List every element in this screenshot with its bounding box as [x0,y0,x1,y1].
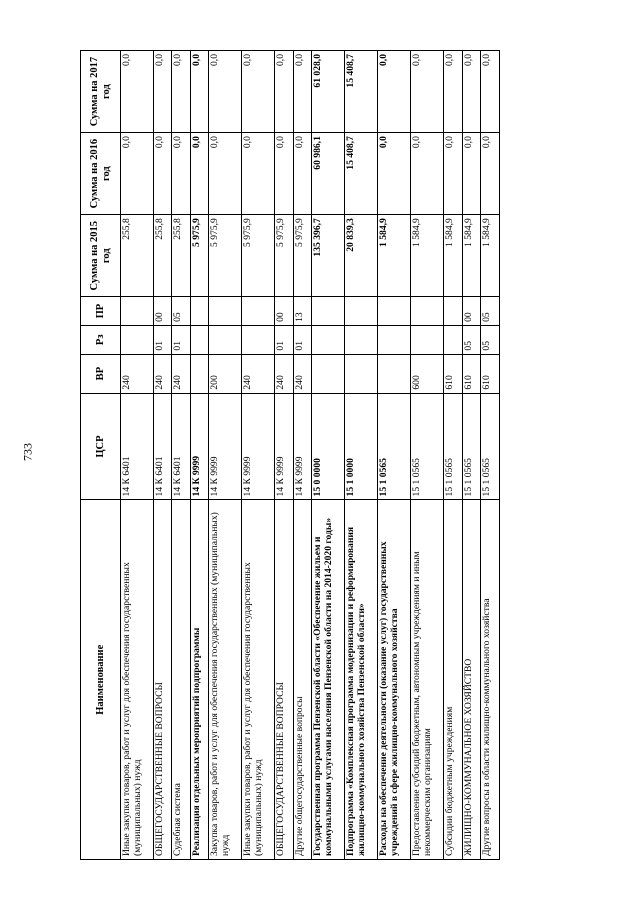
cell-pr [345,297,378,326]
cell-sum-2015: 1 584,9 [411,215,444,297]
cell-sum-2016: 0,0 [153,133,172,215]
table-row [121,51,154,860]
cell-vr: 240 [153,354,172,393]
cell-vr [345,354,378,393]
cell-sum-2016: 0,0 [411,133,444,215]
cell-sum-2017: 0,0 [242,51,275,133]
table-row [275,51,294,860]
cell-pr [209,297,242,326]
cell-vr: 240 [293,354,312,393]
budget-table-container [80,50,500,860]
cell-pr: 05 [172,297,191,326]
cell-name: Закупка товаров, работ и услуг для обеспечения государственных (муниципальных) нужд [209,500,242,860]
cell-vr: 240 [242,354,275,393]
cell-name: Предоставление субсидий бюджетным, автономным учреждениям и иным некоммерческим организациям [411,500,444,860]
cell-rz [345,325,378,354]
cell-sum-2016: 0,0 [209,133,242,215]
cell-sum-2015: 1 584,9 [378,215,411,297]
cell-rz: 05 [462,325,481,354]
cell-csr: 15 0 0000 [312,393,345,500]
cell-vr: 240 [275,354,294,393]
cell-pr: 00 [153,297,172,326]
table-row [312,51,345,860]
cell-sum-2015: 255,8 [153,215,172,297]
cell-rz: 01 [293,325,312,354]
table-header-row [81,51,121,860]
cell-sum-2015: 5 975,9 [190,215,209,297]
table-row [153,51,172,860]
cell-rz [190,325,209,354]
cell-csr: 15 1 0565 [444,393,463,500]
cell-name: Другие вопросы в области жилищно-коммунального хозяйства [481,500,500,860]
cell-sum-2015: 5 975,9 [242,215,275,297]
cell-sum-2017: 61 028,0 [312,51,345,133]
cell-sum-2015: 1 584,9 [481,215,500,297]
cell-name: Расходы на обеспечение деятельности (оказание услуг) государственных учреждений в сфере жилищно-коммунального хозяйства [378,500,411,860]
cell-name: Государственная программа Пензенской области «Обеспечение жильем и коммунальными услугами населения Пензенской области на 2014-2020 годы» [312,500,345,860]
cell-name: Иные закупки товаров, работ и услуг для обеспечения государственных (муниципальных) нужд [121,500,154,860]
cell-rz [444,325,463,354]
cell-sum-2015: 1 584,9 [462,215,481,297]
cell-sum-2015: 5 975,9 [293,215,312,297]
header-sum-2017: Сумма на 2017 год [81,51,121,133]
cell-pr: 00 [462,297,481,326]
cell-csr: 14 К 6401 [172,393,191,500]
cell-pr [411,297,444,326]
table-row [444,51,463,860]
cell-csr: 15 1 0565 [481,393,500,500]
cell-sum-2017: 0,0 [153,51,172,133]
cell-csr: 14 К 9999 [242,393,275,500]
cell-sum-2017: 0,0 [293,51,312,133]
cell-pr [444,297,463,326]
table-row [242,51,275,860]
header-vr: ВР [81,354,121,393]
cell-sum-2016: 15 408,7 [345,133,378,215]
cell-rz [242,325,275,354]
cell-vr: 200 [209,354,242,393]
header-csr: ЦСР [81,393,121,500]
cell-rz [312,325,345,354]
cell-sum-2015: 255,8 [121,215,154,297]
cell-pr [190,297,209,326]
table-row [293,51,312,860]
budget-table [80,50,500,860]
cell-sum-2017: 0,0 [481,51,500,133]
cell-name: Иные закупки товаров, работ и услуг для обеспечения государственных (муниципальных) нужд [242,500,275,860]
cell-sum-2015: 5 975,9 [209,215,242,297]
cell-sum-2017: 0,0 [190,51,209,133]
cell-sum-2016: 0,0 [190,133,209,215]
cell-sum-2017: 0,0 [172,51,191,133]
cell-rz [209,325,242,354]
cell-csr: 14 К 9999 [293,393,312,500]
cell-sum-2015: 135 396,7 [312,215,345,297]
header-name: Наименование [81,500,121,860]
cell-sum-2016: 0,0 [242,133,275,215]
cell-csr: 15 1 0565 [378,393,411,500]
cell-sum-2016: 0,0 [378,133,411,215]
cell-sum-2017: 0,0 [378,51,411,133]
table-row [190,51,209,860]
cell-sum-2015: 255,8 [172,215,191,297]
cell-vr [190,354,209,393]
page-number: 733 [20,443,35,461]
cell-sum-2015: 20 839,3 [345,215,378,297]
cell-name: ОБЩЕГОСУДАРСТВЕННЫЕ ВОПРОСЫ [275,500,294,860]
cell-sum-2016: 0,0 [121,133,154,215]
cell-name: Реализация отдельных мероприятий подпрограммы [190,500,209,860]
cell-name: Субсидии бюджетным учреждениям [444,500,463,860]
table-row [378,51,411,860]
cell-rz: 01 [275,325,294,354]
cell-sum-2017: 0,0 [209,51,242,133]
cell-csr: 14 К 9999 [209,393,242,500]
cell-sum-2017: 15 408,7 [345,51,378,133]
cell-rz: 01 [153,325,172,354]
cell-sum-2016: 0,0 [462,133,481,215]
table-row [345,51,378,860]
cell-pr [121,297,154,326]
cell-csr: 15 1 0565 [462,393,481,500]
table-row [209,51,242,860]
cell-sum-2016: 0,0 [481,133,500,215]
header-sum-2016: Сумма на 2016 год [81,133,121,215]
cell-rz [378,325,411,354]
cell-sum-2016: 0,0 [275,133,294,215]
cell-pr: 13 [293,297,312,326]
cell-pr: 05 [481,297,500,326]
cell-pr [312,297,345,326]
cell-vr: 610 [481,354,500,393]
cell-sum-2015: 1 584,9 [444,215,463,297]
cell-sum-2017: 0,0 [275,51,294,133]
cell-csr: 14 К 9999 [190,393,209,500]
cell-sum-2015: 5 975,9 [275,215,294,297]
cell-sum-2017: 0,0 [121,51,154,133]
cell-csr: 14 К 6401 [153,393,172,500]
cell-rz: 05 [481,325,500,354]
cell-vr: 610 [444,354,463,393]
cell-csr: 15 1 0000 [345,393,378,500]
cell-name: Другие общегосударственные вопросы [293,500,312,860]
cell-pr [242,297,275,326]
cell-rz [121,325,154,354]
cell-pr [378,297,411,326]
cell-vr: 240 [172,354,191,393]
cell-sum-2016: 0,0 [293,133,312,215]
cell-name: ОБЩЕГОСУДАРСТВЕННЫЕ ВОПРОСЫ [153,500,172,860]
cell-rz: 01 [172,325,191,354]
header-sum-2015: Сумма на 2015 год [81,215,121,297]
cell-sum-2016: 60 986,1 [312,133,345,215]
cell-name: Судебная система [172,500,191,860]
cell-sum-2016: 0,0 [172,133,191,215]
header-pr: ПР [81,297,121,326]
cell-rz [411,325,444,354]
cell-name: Подпрограмма «Комплексная программа модернизации и реформирования жилищно-коммунального хозяйства Пензенской области» [345,500,378,860]
table-row [462,51,481,860]
cell-vr: 610 [462,354,481,393]
cell-sum-2017: 0,0 [444,51,463,133]
cell-vr: 240 [121,354,154,393]
cell-name: ЖИЛИЩНО-КОММУНАЛЬНОЕ ХОЗЯЙСТВО [462,500,481,860]
cell-sum-2017: 0,0 [411,51,444,133]
cell-csr: 15 1 0565 [411,393,444,500]
cell-pr: 00 [275,297,294,326]
cell-sum-2017: 0,0 [462,51,481,133]
cell-csr: 14 К 6401 [121,393,154,500]
cell-vr [312,354,345,393]
cell-sum-2016: 0,0 [444,133,463,215]
cell-vr: 600 [411,354,444,393]
cell-csr: 14 К 9999 [275,393,294,500]
table-row [172,51,191,860]
table-row [411,51,444,860]
cell-vr [378,354,411,393]
table-row [481,51,500,860]
header-rz: Рз [81,325,121,354]
